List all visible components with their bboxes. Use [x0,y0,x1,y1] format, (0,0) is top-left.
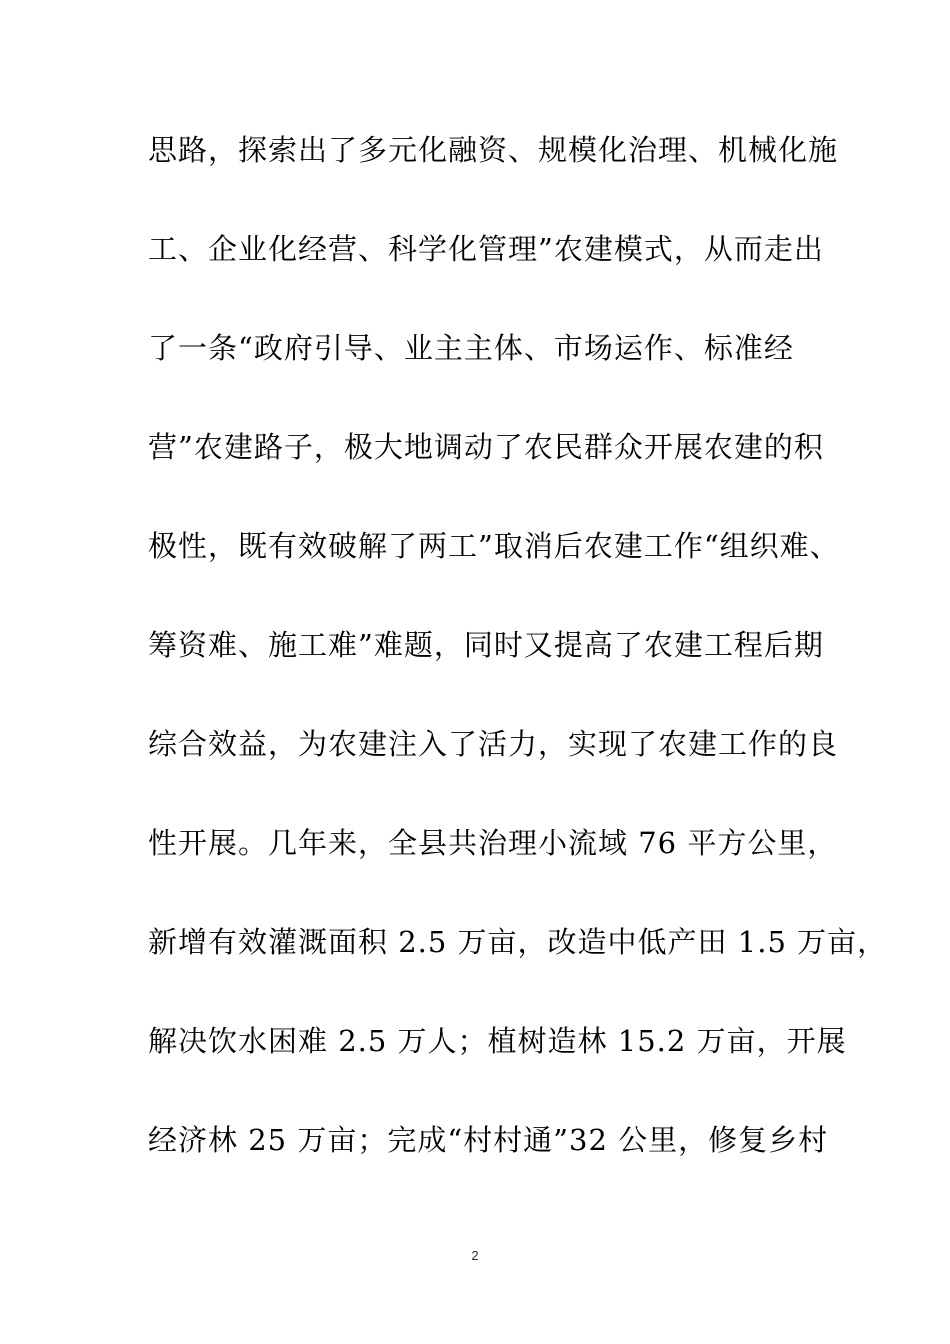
body-text-line: 综合效益，为农建注入了活力，实现了农建工作的良 [148,727,839,761]
body-text-line: 了一条“政府引导、业主主体、市场运作、标准经 [148,331,794,365]
body-text-line: 思路，探索出了多元化融资、规模化治理、机械化施 [148,133,839,167]
body-text-line: 新增有效灌溉面积 2.5 万亩，改造中低产田 1.5 万亩， [148,925,888,959]
body-text-line: 解决饮水困难 2.5 万人；植树造林 15.2 万亩，开展 [148,1024,847,1058]
body-text-line: 工、企业化经营、科学化管理”农建模式，从而走出 [148,232,824,266]
body-text-line: 营”农建路子，极大地调动了农民群众开展农建的积 [148,430,824,464]
body-text-line: 筹资难、施工难”难题，同时又提高了农建工程后期 [148,628,824,662]
page-number: 2 [471,1248,479,1263]
body-text-line: 经济林 25 万亩；完成“村村通”32 公里，修复乡村 [148,1123,829,1157]
body-text-line: 极性，既有效破解了两工”取消后农建工作“组织难、 [148,529,840,563]
body-text-line: 性开展。几年来，全县共治理小流域 76 平方公里， [148,826,838,860]
